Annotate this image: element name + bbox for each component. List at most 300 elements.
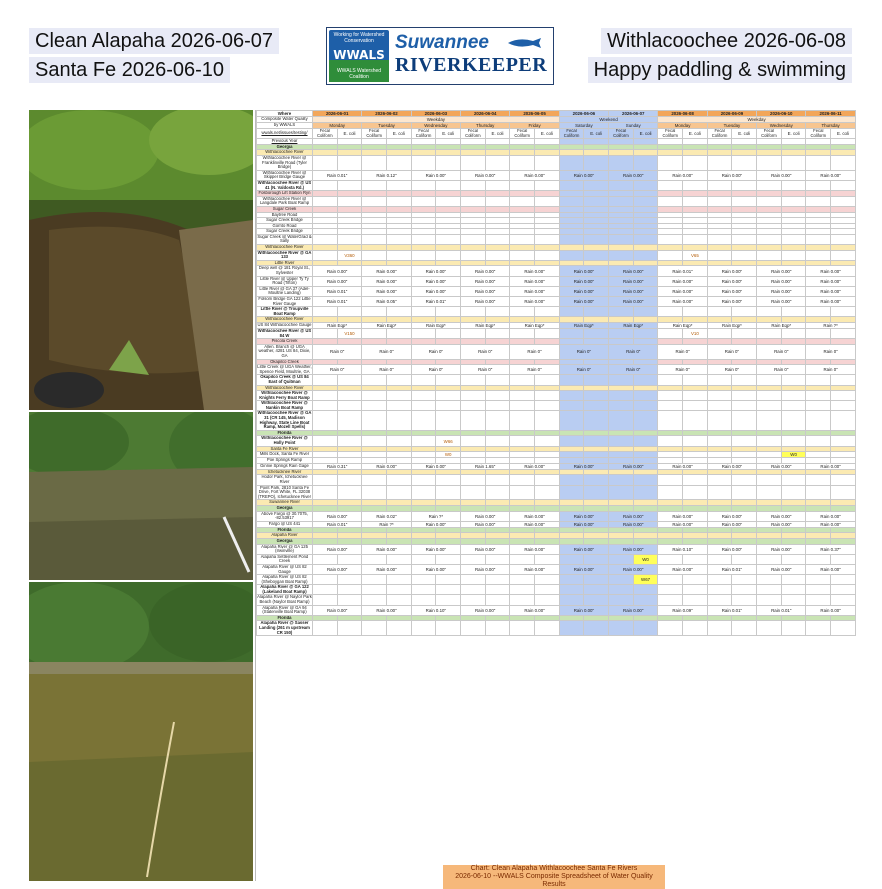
table-row <box>257 180 856 190</box>
ecoli-cell <box>584 250 609 260</box>
fecal-coliform-header: Fecal Coliform <box>510 129 535 139</box>
location-label: Withlacoochee River @ Franklinville Road (Tyler Bridge) <box>257 155 313 170</box>
location-label: Alapaha River @ GA 122 (Lakeland Boat Ramp) <box>257 585 313 595</box>
fecal-cell <box>461 554 486 564</box>
ecoli-cell <box>633 595 658 605</box>
fecal-cell <box>411 375 436 385</box>
location-label[interactable]: Previous Year <box>257 139 313 145</box>
ecoli-cell <box>535 436 560 446</box>
fecal-cell <box>707 585 732 595</box>
rain-cell: Rain 0.00" <box>707 266 756 276</box>
ecoli-cell <box>781 411 806 430</box>
location-label: Georgia <box>257 538 313 544</box>
ecoli-cell <box>633 307 658 317</box>
ecoli-cell <box>633 411 658 430</box>
ecoli-cell <box>436 621 461 636</box>
alapaha-creek-photo <box>29 110 253 410</box>
e-coli-header: E. coli <box>781 129 806 139</box>
e-coli-header: E. coli <box>387 129 412 139</box>
fecal-cell <box>461 595 486 605</box>
rain-cell: Rain 0.00" <box>757 544 806 554</box>
fecal-cell <box>510 307 535 317</box>
ecoli-cell <box>732 250 757 260</box>
fecal-cell <box>806 180 831 190</box>
ecoli-cell <box>485 250 510 260</box>
rain-cell: Rain 0" <box>411 344 460 359</box>
ecoli-cell <box>831 475 856 485</box>
rain-cell: Rain 0.00" <box>609 564 658 574</box>
ecoli-cell <box>781 475 806 485</box>
ecoli-cell <box>584 391 609 401</box>
fecal-cell <box>411 475 436 485</box>
rain-cell: Rain 0.00" <box>461 266 510 276</box>
table-row <box>257 196 856 206</box>
rain-cell: Rain 0.00" <box>609 605 658 615</box>
fecal-cell <box>707 401 732 411</box>
ecoli-cell <box>535 196 560 206</box>
fecal-cell <box>658 250 683 260</box>
ecoli-cell <box>831 328 856 338</box>
table-row <box>257 411 856 430</box>
rain-cell: Rain 0.00" <box>658 170 707 180</box>
fecal-cell <box>559 375 584 385</box>
fecal-cell <box>313 401 338 411</box>
fecal-cell <box>609 475 634 485</box>
rain-cell: Rain 0.00" <box>806 276 855 286</box>
date-header: 2026-06-02 <box>362 111 411 117</box>
rain-cell: Rain 0.00" <box>806 605 855 615</box>
fecal-coliform-header: Fecal Coliform <box>757 129 782 139</box>
table-row <box>257 328 856 338</box>
rain-cell: Rain 0.00" <box>313 266 362 276</box>
date-header: 2026-06-08 <box>658 111 707 117</box>
fecal-cell <box>313 475 338 485</box>
location-label: Fosborough Lift Station Ryn <box>257 191 313 197</box>
fecal-cell <box>559 180 584 190</box>
e-coli-header: E. coli <box>485 129 510 139</box>
rain-cell: Rain 0.00" <box>806 511 855 521</box>
chart-caption <box>443 865 665 889</box>
ecoli-cell <box>732 391 757 401</box>
greeting-label: Happy paddling & swimming <box>588 57 852 83</box>
rain-cell: Rain Eqp* <box>510 322 559 328</box>
rain-cell: Rain ?* <box>362 521 411 527</box>
ecoli-cell <box>732 475 757 485</box>
location-label: Sugar Creek Bridge <box>257 229 313 235</box>
fecal-cell <box>658 554 683 564</box>
ecoli-cell <box>337 307 362 317</box>
rain-cell: Rain 0.00" <box>707 511 756 521</box>
fecal-cell <box>658 391 683 401</box>
rain-cell: Rain 0.37" <box>806 544 855 554</box>
badge-bottom-text: WWALS Watershed Coalition <box>336 68 382 80</box>
badge-name: WWALS <box>333 48 385 62</box>
location-label: Withlacoochee River <box>257 385 313 391</box>
date-header: 2026-06-05 <box>510 111 559 117</box>
fecal-cell <box>362 307 387 317</box>
ecoli-cell <box>387 401 412 411</box>
rain-cell: Rain 0" <box>757 365 806 375</box>
fecal-cell <box>559 196 584 206</box>
rain-cell: Rain 1.65" <box>461 463 510 469</box>
fecal-cell <box>707 575 732 585</box>
location-label: Little River <box>257 260 313 266</box>
fecal-cell <box>362 411 387 430</box>
rain-cell: Rain 0.00" <box>362 463 411 469</box>
ecoli-cell <box>535 391 560 401</box>
rain-cell: Rain 0.00" <box>707 463 756 469</box>
rain-cell: Rain 0" <box>461 344 510 359</box>
fecal-coliform-header: Fecal Coliform <box>707 129 732 139</box>
rain-cell: Rain 0.00" <box>806 463 855 469</box>
ecoli-cell <box>831 234 856 244</box>
rain-cell: Rain 0.00" <box>461 521 510 527</box>
fecal-cell <box>757 575 782 585</box>
fecal-cell <box>609 250 634 260</box>
fecal-cell <box>559 250 584 260</box>
result-value: W67 <box>633 575 658 585</box>
fecal-cell <box>559 328 584 338</box>
location-label: Withlacoochee River <box>257 317 313 323</box>
ecoli-cell <box>337 485 362 500</box>
ecoli-cell <box>584 307 609 317</box>
fecal-cell <box>411 485 436 500</box>
ecoli-cell <box>337 575 362 585</box>
ecoli-cell <box>732 155 757 170</box>
result-value: W0 <box>781 452 806 458</box>
fecal-cell <box>461 180 486 190</box>
rain-cell: Rain 0.00" <box>362 266 411 276</box>
fecal-cell <box>510 475 535 485</box>
ecoli-cell <box>387 475 412 485</box>
ecoli-cell <box>535 554 560 564</box>
location-label: Gornto Road <box>257 223 313 229</box>
fecal-cell <box>609 621 634 636</box>
fecal-cell <box>757 155 782 170</box>
ecoli-cell <box>781 375 806 385</box>
santa-fe-river-photo <box>29 582 253 881</box>
result-value: W0 <box>436 452 461 458</box>
ecoli-cell <box>535 485 560 500</box>
ecoli-cell <box>436 307 461 317</box>
ecoli-cell <box>436 328 461 338</box>
location-label: Florida <box>257 430 313 436</box>
header-where: Where <box>257 111 313 117</box>
rain-cell: Rain 0.00" <box>757 511 806 521</box>
rain-cell: Rain 0.00" <box>461 605 510 615</box>
fecal-cell <box>411 155 436 170</box>
ecoli-cell <box>831 575 856 585</box>
ecoli-cell <box>831 307 856 317</box>
rain-cell: Rain 0.00" <box>510 276 559 286</box>
fecal-cell <box>362 475 387 485</box>
rain-cell: Rain 0.00" <box>609 544 658 554</box>
rain-cell: Rain 0" <box>658 344 707 359</box>
ecoli-cell <box>831 180 856 190</box>
fecal-cell <box>510 585 535 595</box>
location-label: Alapaha River @ US 82 (Sheboygan Boat Ramp) <box>257 575 313 585</box>
ecoli-cell <box>436 391 461 401</box>
day-header: Thursday <box>806 123 855 129</box>
ecoli-cell <box>337 475 362 485</box>
ecoli-cell <box>485 485 510 500</box>
rain-cell: Rain 0" <box>658 365 707 375</box>
fecal-cell <box>559 411 584 430</box>
result-value: W0 <box>633 554 658 564</box>
location-label: Fargo @ US 441 <box>257 521 313 527</box>
ecoli-cell <box>535 375 560 385</box>
rain-cell: Rain 0" <box>757 344 806 359</box>
ecoli-cell <box>781 595 806 605</box>
rain-cell: Rain 0.00" <box>313 544 362 554</box>
fecal-cell <box>411 401 436 411</box>
ecoli-cell <box>584 595 609 605</box>
rain-cell: Rain 0" <box>609 365 658 375</box>
rain-cell: Rain Eqp* <box>461 322 510 328</box>
rain-cell: Rain 0.05" <box>362 297 411 307</box>
ecoli-cell <box>584 475 609 485</box>
fecal-coliform-header: Fecal Coliform <box>411 129 436 139</box>
rain-cell: Rain 0.00" <box>559 286 608 296</box>
fecal-cell <box>609 401 634 411</box>
fecal-cell <box>313 375 338 385</box>
e-coli-header: E. coli <box>337 129 362 139</box>
fecal-cell <box>806 155 831 170</box>
header-link[interactable]: wwals.net/issues/testing/ <box>257 129 313 139</box>
ecoli-cell <box>436 196 461 206</box>
fecal-cell <box>461 196 486 206</box>
location-label: Alapaha River <box>257 533 313 539</box>
ecoli-cell <box>387 485 412 500</box>
day-header: Thursday <box>461 123 510 129</box>
fecal-cell <box>411 585 436 595</box>
ecoli-cell <box>584 621 609 636</box>
fecal-cell <box>806 250 831 260</box>
fecal-cell <box>362 554 387 564</box>
ecoli-cell <box>683 196 708 206</box>
fecal-coliform-header: Fecal Coliform <box>658 129 683 139</box>
ecoli-cell <box>485 375 510 385</box>
table-row <box>257 365 856 375</box>
location-label: Above Fargo @ 30.7075, -82.53917 <box>257 511 313 521</box>
location-label: Withlacoochee River @ Langdale Park Boat Ramp <box>257 196 313 206</box>
fecal-cell <box>510 436 535 446</box>
location-label: Suwannee River <box>257 500 313 506</box>
sturgeon-icon <box>507 36 547 50</box>
fecal-cell <box>559 234 584 244</box>
fecal-cell <box>658 307 683 317</box>
location-label: Little Creek @ UGA Weather, Spence Field, Moultrie, GA <box>257 364 312 374</box>
location-label: Baytree Road <box>257 212 313 218</box>
rain-cell: Rain ?* <box>411 511 460 521</box>
fecal-cell <box>658 585 683 595</box>
ecoli-cell <box>337 436 362 446</box>
location-label: Sugar Creek Bridge <box>257 218 313 224</box>
location-label: Ginnie Springs Rain Gage <box>257 463 313 469</box>
rain-cell: Rain 0.12" <box>362 170 411 180</box>
location-label: Alapaha River @ GA 125 (Irwinville) <box>257 544 313 554</box>
ecoli-cell <box>436 401 461 411</box>
fecal-cell <box>658 234 683 244</box>
ecoli-cell <box>732 436 757 446</box>
rain-cell: Rain Eqp* <box>313 322 362 328</box>
location-label: Little River @ GA 37 (Adel-Moultrie Landing) <box>257 286 313 296</box>
fecal-cell <box>362 391 387 401</box>
fecal-cell <box>313 180 338 190</box>
rain-cell: Rain 0.00" <box>707 276 756 286</box>
location-label: Florida <box>257 527 313 533</box>
fecal-cell <box>313 250 338 260</box>
ecoli-cell <box>535 575 560 585</box>
fecal-cell <box>707 180 732 190</box>
fecal-cell <box>362 155 387 170</box>
table-row <box>257 575 856 585</box>
ecoli-cell <box>732 485 757 500</box>
ecoli-cell <box>436 554 461 564</box>
fecal-cell <box>707 234 732 244</box>
fecal-cell <box>609 585 634 595</box>
rain-cell: Rain 0.00" <box>559 564 608 574</box>
ecoli-cell <box>584 375 609 385</box>
rain-cell: Rain 0.00" <box>757 297 806 307</box>
ecoli-cell <box>732 595 757 605</box>
fecal-cell <box>461 328 486 338</box>
result-value: W66 <box>436 436 461 446</box>
period-weekend: Weekend <box>559 117 658 123</box>
fecal-cell <box>559 575 584 585</box>
fecal-cell <box>313 554 338 564</box>
withlacoochee-river-photo <box>29 412 253 580</box>
ecoli-cell <box>535 401 560 411</box>
rain-cell: Rain 0.01" <box>757 605 806 615</box>
fecal-cell <box>510 196 535 206</box>
ecoli-cell <box>781 250 806 260</box>
location-label: Withlacoochee River @ Skipper Bridge Gauge <box>257 170 313 180</box>
ecoli-cell <box>387 180 412 190</box>
fecal-cell <box>757 250 782 260</box>
rain-cell: Rain 0.00" <box>806 170 855 180</box>
rain-cell: Rain 0.00" <box>707 286 756 296</box>
table-row <box>257 155 856 170</box>
rain-cell: Rain 0.00" <box>707 544 756 554</box>
period-weekday: Weekday <box>313 117 560 123</box>
ecoli-cell <box>337 234 362 244</box>
table-row <box>257 375 856 385</box>
rain-cell: Rain 0.00" <box>510 170 559 180</box>
fecal-cell <box>362 585 387 595</box>
ecoli-cell <box>485 155 510 170</box>
wwals-badge <box>329 30 389 82</box>
fecal-cell <box>411 595 436 605</box>
ecoli-cell <box>337 585 362 595</box>
ecoli-cell <box>485 234 510 244</box>
table-row <box>257 621 856 636</box>
day-header: Tuesday <box>362 123 411 129</box>
fecal-cell <box>707 485 732 500</box>
ecoli-cell <box>781 328 806 338</box>
ecoli-cell <box>732 328 757 338</box>
rain-cell: Rain 0.00" <box>362 286 411 296</box>
fecal-coliform-header: Fecal Coliform <box>609 129 634 139</box>
rain-cell: Rain 0.00" <box>461 511 510 521</box>
table-row <box>257 286 856 296</box>
ecoli-cell <box>781 155 806 170</box>
fecal-cell <box>609 196 634 206</box>
rain-cell: Rain 0" <box>559 344 608 359</box>
fecal-cell <box>609 554 634 564</box>
rain-cell: Rain 0.00" <box>510 286 559 296</box>
location-label: Little River @ Upper Ty Ty Road (Tifton) <box>257 276 313 286</box>
ecoli-cell <box>683 575 708 585</box>
ecoli-cell <box>387 621 412 636</box>
fecal-cell <box>313 436 338 446</box>
rain-cell: Rain 0.00" <box>609 170 658 180</box>
rain-cell: Rain 0.00" <box>411 276 460 286</box>
fecal-cell <box>362 234 387 244</box>
ecoli-cell <box>732 411 757 430</box>
ecoli-cell <box>781 585 806 595</box>
result-value: V360 <box>337 250 362 260</box>
location-label: Alapaha River @ US 82 Gauge <box>257 564 313 574</box>
fecal-cell <box>707 196 732 206</box>
fecal-cell <box>362 180 387 190</box>
ecoli-cell <box>683 475 708 485</box>
rain-cell: Rain 0.00" <box>461 286 510 296</box>
fecal-cell <box>806 485 831 500</box>
ecoli-cell <box>436 595 461 605</box>
fecal-cell <box>609 411 634 430</box>
rain-cell: Rain 0.01" <box>313 521 362 527</box>
rain-cell: Rain 0.00" <box>806 286 855 296</box>
fecal-cell <box>461 375 486 385</box>
logo-line-suwannee: Suwannee <box>395 32 489 53</box>
fecal-cell <box>411 621 436 636</box>
fecal-cell <box>609 485 634 500</box>
rain-cell: Rain 0.00" <box>411 170 460 180</box>
fecal-cell <box>411 196 436 206</box>
ecoli-cell <box>485 328 510 338</box>
ecoli-cell <box>485 585 510 595</box>
ecoli-cell <box>584 180 609 190</box>
fecal-cell <box>658 328 683 338</box>
ecoli-cell <box>387 328 412 338</box>
fecal-cell <box>559 391 584 401</box>
rain-cell: Rain 0" <box>609 344 658 359</box>
ecoli-cell <box>831 196 856 206</box>
logo-line-riverkeeper: RIVERKEEPER <box>395 54 548 76</box>
location-label: Alapaha River @ GA 94 (Statenville Boat Ramp) <box>257 605 313 615</box>
fecal-cell <box>757 307 782 317</box>
fecal-cell <box>757 391 782 401</box>
fecal-cell <box>609 234 634 244</box>
ecoli-cell <box>387 411 412 430</box>
date-header: 2026-06-09 <box>707 111 756 117</box>
fecal-cell <box>313 621 338 636</box>
ecoli-cell <box>387 307 412 317</box>
fecal-cell <box>362 485 387 500</box>
fecal-cell <box>806 328 831 338</box>
location-label: Sugar Creek @ WaterGrad & Sally <box>257 234 312 244</box>
ecoli-cell <box>436 475 461 485</box>
ecoli-cell <box>535 328 560 338</box>
fecal-coliform-header: Fecal Coliform <box>461 129 486 139</box>
fecal-cell <box>411 391 436 401</box>
rain-cell: Rain 0.00" <box>362 544 411 554</box>
ecoli-cell <box>485 180 510 190</box>
ecoli-cell <box>485 554 510 564</box>
fecal-cell <box>313 234 338 244</box>
fecal-cell <box>362 196 387 206</box>
